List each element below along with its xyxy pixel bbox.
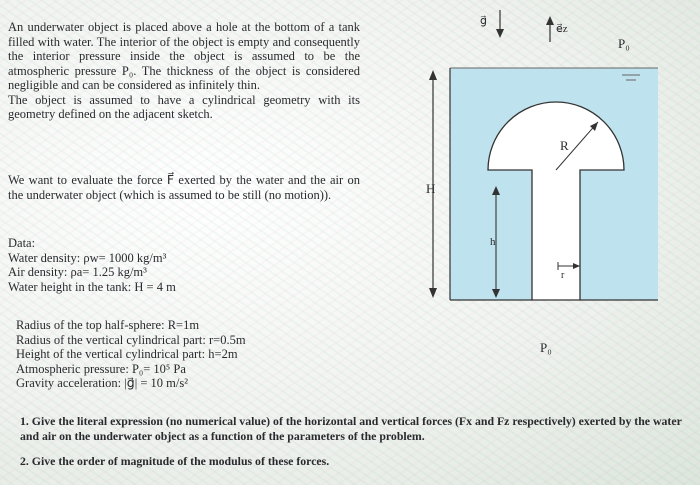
radius-top: Radius of the top half-sphere: R=1m (16, 318, 200, 332)
goal-text: We want to evaluate the force F⃗ exerted by the water and the air on the underwater object (which is assumed to be still (no motion)). (8, 173, 360, 202)
water-height: Water height in the tank: H = 4 m (8, 279, 176, 294)
height-cylinder: Height of the vertical cylindrical part: h=2m (16, 347, 238, 361)
label-ez: e⃗z (556, 23, 568, 35)
H-arrowhead-bottom (429, 288, 437, 298)
question-2: 2. Give the order of magnitude of the modulus of these forces. (20, 454, 330, 468)
gravity-acceleration: Gravity acceleration: |g⃗| = 10 m/s² (16, 376, 188, 390)
atmospheric-pressure: Atmospheric pressure: P₀= 10⁵ Pa (16, 361, 186, 376)
air-density: Air density: ρa= 1.25 kg/m³ (8, 265, 147, 279)
label-r: r (561, 270, 565, 281)
data-heading: Data: (8, 236, 36, 250)
geometry-section (16, 318, 356, 391)
data-section (8, 236, 348, 294)
intro-text (8, 20, 360, 122)
gravity-arrowhead (496, 29, 504, 38)
question-1: 1. Give the literal expression (no numerical value) of the horizontal and vertical forces (Fx and Fz respectively) exerted by the water and air on the underwater object as a function of the parameters of the problem. (20, 414, 682, 443)
questions (20, 414, 696, 479)
tank-sketch (400, 0, 700, 380)
water-density: Water density: ρw= 1000 kg/m³ (8, 250, 167, 265)
label-R: R (560, 138, 569, 153)
label-P0-top: P₀ (618, 36, 630, 51)
radius-cylinder: Radius of the vertical cylindrical part: r=0.5m (16, 332, 246, 347)
label-h: h (490, 236, 496, 248)
label-H: H (426, 181, 436, 196)
label-P0-bottom: P₀ (540, 340, 552, 355)
label-g: g⃗ (480, 15, 487, 27)
intro-paragraph-2: The object is assumed to have a cylindrical geometry with its geometry defined on the adjacent sketch. (8, 92, 360, 121)
ez-arrowhead (546, 16, 554, 25)
intro-paragraph-1: An underwater object is placed above a hole at the bottom of a tank filled with water. The interior of the object is empty and consequently the interior pressure inside the object is assumed to be the atmospheric pressure P₀. The thickness of the object is considered negligible and can be considered as infinitely thin. (8, 20, 360, 92)
H-arrowhead-top (429, 70, 437, 80)
